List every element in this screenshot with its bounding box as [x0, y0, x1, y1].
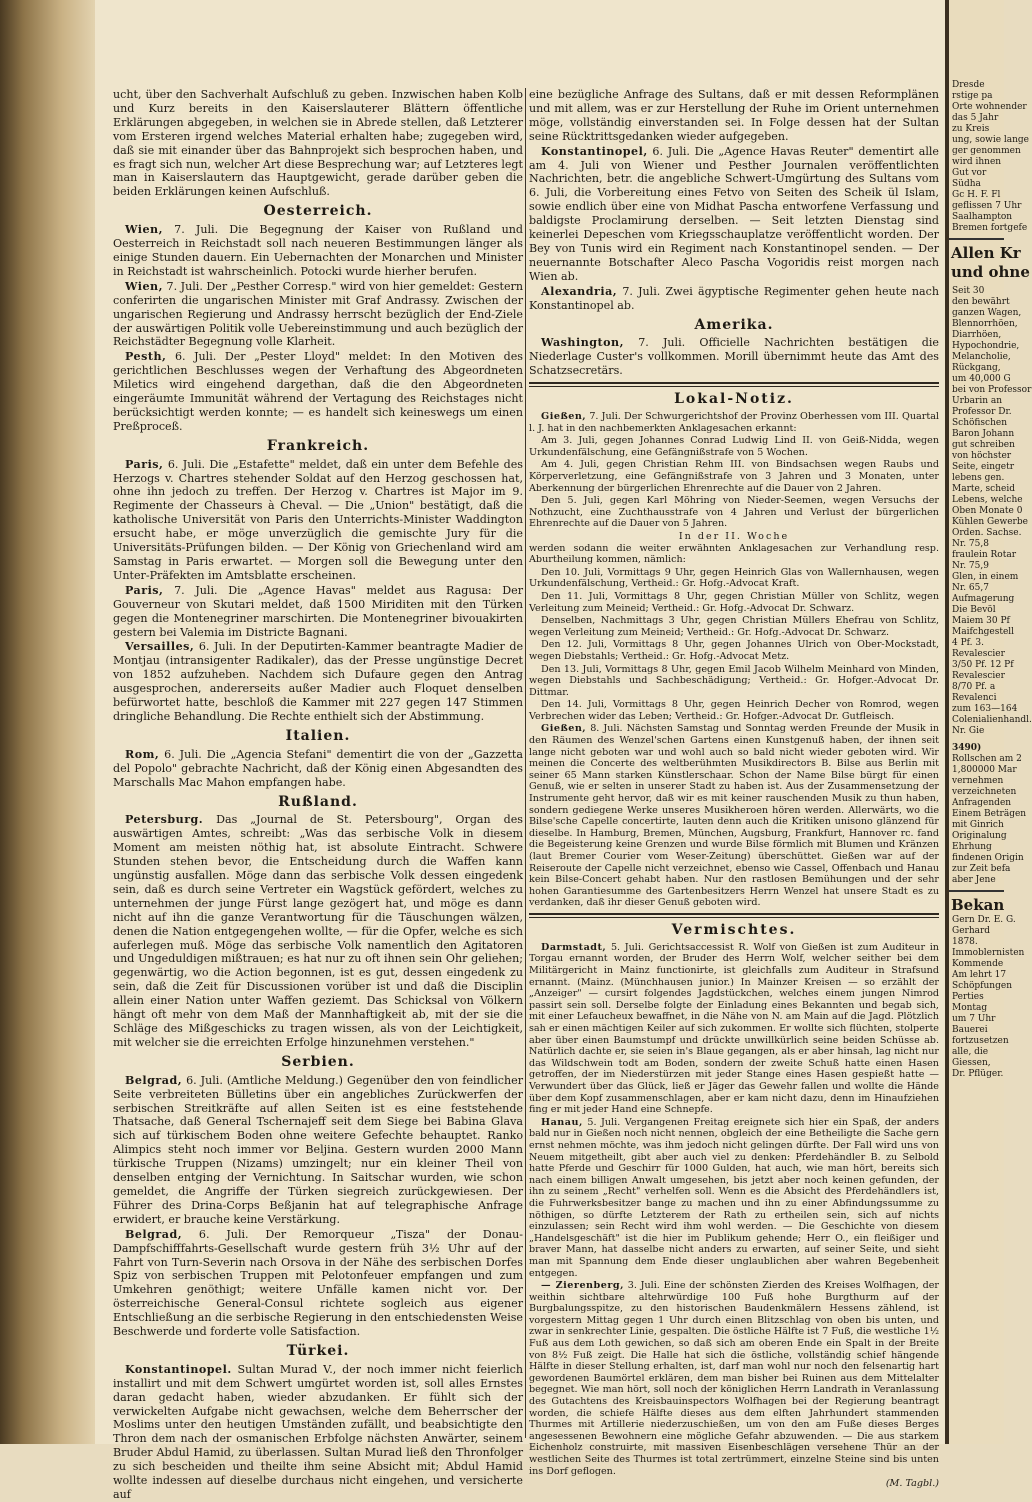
- news-text: 6. Juli. In der Deputirten-Kammer beantragte Madier de Montjau (intransigenter Radikaler), das der Presse ungünstige Decret von 1852 aufzuheben. Nachdem sich Dufaure gegen den Antrag ausgesprochen, andererseits außer Madier auch Floquet denselben befürwortet hatte, beschloß die Kammer mit 227 gegen 147 Stimmen dringliche Behandlung. Die Rechte enthielt sich der Abstimmung.: [113, 640, 524, 723]
- newspaper-page: [95, 0, 945, 1501]
- adjacent-page-line: Perties: [952, 992, 984, 1002]
- section-heading-italien: Italien.: [285, 727, 351, 744]
- news-text: Sultan Murad V., der noch immer nicht feierlich installirt und mit dem Schwert umgürtet worden ist, soll alles Ernstes daran gedacht haben, wieder abzudanken. Er fühlt sich der verwickelten Aufgabe nicht gewachsen, welche dem Beherrscher der Moslims unter den heutigen Umständen zufällt, und beabsichtigte den Thron dem nach der osmanischen Erbfolge nächsten Anwärter, seinem Bruder Abdul Hamid, zu überlassen. Sultan Murad ließ den Thronfolger zu sich bescheiden und theilte ihm seine Absicht mit; Abdul Hamid wollte indessen auf dieselbe durchaus nicht eingehen, und versicherte auf: [113, 1362, 523, 1501]
- adjacent-page-line: Blennorrhöen,: [952, 319, 1018, 329]
- adjacent-page-line: Rollschen am 2: [952, 754, 1022, 764]
- adjacent-page-line: alle, die: [952, 1047, 989, 1057]
- news-text: 6. Juli. (Amtliche Meldung.) Gegenüber den von feindlicher Seite verbreiteten Bülletins über ein angebliches Zurückwerfen der serbischen Streitkräfte auf allen Seiten ist es eine feststehende Thatsache, daß General Tschernajeff seit dem Siege bei Babina Glava sich auf türkischem Boden ohne weitere Gefechte behauptet. Ranko Alimpics steht noch immer vor Beljina. Gestern wurden 2000 Mann türkische Truppen (Nizams) umzingelt; nur ein kleiner Theil von denselben entging der Vernichtung. In Saitschar wurden, wie schon gemeldet, die Angriffe der Türken siegreich zurückgewiesen. Der Führer des Drina-Corps Beßjanin hat auf telegraphische Anfrage erwidert, er brauche keine Verstärkung.: [113, 1073, 524, 1226]
- adjacent-page-line: Melancholie,: [952, 352, 1011, 362]
- news-text: 8. Juli. Nächsten Samstag und Sonntag werden Freunde der Musik in den Räumen des Wenzel'schen Gartens einen Kunstgenuß haben, der ihnen seit lange nicht geboten war und wohl auch so bald nicht wieder geboten wird. Wir meinen die Concerte des weltberühmten Musikdirectors B. Bilse aus Berlin mit seiner 65 Mann starken Künstlerschaar. Schon der Name Bilse bürgt für einen Genuß, wie er selten in unserer Stadt zu haben ist. Aus der Zusammensetzung der Instrumente geht hervor, daß wir es mit keiner rauschenden Musik zu thun haben, sondern gediegene Werke unseres Musikheroen hören werden. Allerwärts, wo die Bilse'sche Capelle concertirte, lauten denn auch die Kritiken unisono glänzend für dieselbe. In Hamburg, Bremen, München, Augsburg, Frankfurt, Hannover rc. fand die Begeisterung keine Grenzen und wurde Bilse förmlich mit Blumen und Kränzen (laut Bremer Courier vom Weser-Zeitung) überschüttet. Gießen war auf der Reiseroute der Capelle nicht verzeichnet, ebenso wie Cassel, Offenbach und Hanau kein Bilse-Concert gehabt haben. Nur den rastlosen Bemühungen und der sehr hohen Garantiesumme des Gartenbesitzers Herrn Wenzel hat unsere Stadt es zu verdanken, daß ihr dieser Genuß geboten wird.: [529, 723, 940, 909]
- adjacent-page-lines-bottom: [949, 915, 1025, 1080]
- adjacent-page-line: findenen Origin: [952, 853, 1024, 863]
- adjacent-page-line: 8/70 Pf. a: [952, 682, 996, 692]
- adjacent-page-line: ger genommen: [952, 146, 1021, 156]
- dateline: Wien,: [125, 279, 163, 293]
- adjacent-page-line: Am lehrt 17: [952, 970, 1007, 980]
- dateline: Belgrad,: [125, 1073, 183, 1087]
- adjacent-page-line: Immoblernisten: [952, 948, 1025, 958]
- news-text: 3. Juli. Eine der schönsten Zierden des Kreises Wolfhagen, der weithin sichtbare altehrwürdige 100 Fuß hohe Burgthurm auf der Burgbalungsspitze, zu den historischen Baudenkmälern Hessens zählend, ist vorgestern Mittag gegen 1 Uhr durch einen Blitzschlag von oben bis unten, und zwar in senkrechter Linie, gespalten. Die östliche Hälfte ist 7 Fuß, die westliche 1½ Fuß aus dem Loth gewichen, so daß sich am oberen Ende ein Spalt in der Breite von 8½ Fuß zeigt. Die Halle hat sich die östliche, vollständig schief hängende Hälfte in dieser Stellung erhalten, ist, darf man wohl nur noch den felsenartig hart gewordenen Baumörtel erklären, dem man bisher bei Ruinen aus dem Mittelalter begegnet. Wie man hört, soll noch der königlichen Herrn Landrath in Veranlassung des Gutachtens des Kreisbauinspectors Wolfhagen bei der Regierung beantragt worden, die schiefe Hälfte dieses aus dem elften Jahrhundert stammenden Thurmes mit Artillerie niederzuschießen, um von den am Fuße dieses Berges angesessenen Bewohnern eine mögliche Gefahr abzuwenden. — Die aus starkem Eichenholz construirte, mit massiven Eisenbeschlägen versehene Thür an der westlichen Seite des Thurmes ist total zertrümmert, einzelne Steine sind bis unten ins Dorf geflogen.: [529, 1280, 940, 1477]
- adjacent-page-line: Revalescier: [952, 671, 1005, 681]
- adjacent-page-line: Montag: [952, 1003, 988, 1013]
- adjacent-page-line: Dr. Pflüger.: [952, 1069, 1004, 1079]
- adjacent-page-line: Nr. 75,8: [952, 539, 989, 549]
- adjacent-page-line: Orden. Sachse.: [952, 528, 1022, 538]
- adjacent-page-line: Orte wohnender: [952, 102, 1027, 112]
- adjacent-page-line: aber Jene: [952, 875, 996, 885]
- news-text: 7. Juli. Der „Pesther Corresp." wird von hier gemeldet: Gestern conferirten die ungarischen Minister mit Graf Andrassy. Zwischen der ungarischen Regierung und Andrassy herrscht bezüglich der End-Ziele der auswärtigen Politik volle Uebereinstimmung und auch bezüglich der Reichstädter Begegnung volle Klarheit.: [113, 279, 524, 349]
- news-text: 6. Juli. Die „Agencia Stefani" dementirt die von der „Gazzetta del Popolo" gebrachte Nachricht, daß der König einen Abgesandten des Marschalls Mac Mahon empfangen habe.: [113, 747, 524, 789]
- news-item: [529, 411, 939, 434]
- news-text: 6. Juli. Der Remorqueur „Tisza" der Donau-Dampfschifffahrts-Gesellschaft wurde gestern früh 3½ Uhr auf der Fahrt von Turn-Severin nach Orsova in der Nähe des serbischen Dorfes Spiz von serbischen Truppen mit Pelotonfeuer empfangen und zum Umkehren genöthigt; weitere Unfälle kamen nicht vor. Der österreichische General-Consul richtete sogleich aus eigener Entschließung an die serbische Regierung in den entschiedensten Weise Beschwerde und forderte volle Satisfaction.: [113, 1227, 523, 1339]
- section-rule: [529, 382, 939, 387]
- adjacent-page-line: Nr. 65,7: [952, 583, 989, 593]
- adjacent-page-line: Seit 30: [952, 286, 985, 296]
- adjacent-page-line: Giessen,: [952, 1058, 991, 1068]
- adjacent-page-line: Maifchgestell: [952, 627, 1015, 637]
- adjacent-page-line: lebens gen.: [952, 473, 1005, 483]
- adjacent-page-line: den bewährt: [952, 297, 1010, 307]
- news-text: 7. Juli. Officielle Nachrichten bestätigen die Niederlage Custer's vollkommen. Morill übernimmt heute das Amt des Schatzsecretärs.: [529, 336, 939, 378]
- adjacent-page-line: Die Bevöl: [952, 605, 996, 615]
- adjacent-page-lines-low: [949, 754, 1027, 886]
- column-divider: [525, 88, 526, 1438]
- adjacent-page-line: zum 163—164: [952, 704, 1018, 714]
- news-item: [113, 280, 523, 350]
- dateline: Pesth,: [125, 350, 167, 364]
- dateline: Wien,: [125, 223, 163, 237]
- adjacent-page-line: vernehmen: [952, 776, 1004, 786]
- adjacent-page-line: Revalenci: [952, 693, 997, 703]
- news-item: [529, 1280, 939, 1477]
- dateline: Konstantinopel.: [125, 1362, 232, 1376]
- adjacent-page-line: 4 Pf. 3.: [952, 638, 984, 648]
- news-item: [113, 350, 523, 433]
- adjacent-ad-heading: und ohne: [951, 263, 1030, 281]
- news-text: Das „Journal de St. Petersbourg", Organ des auswärtigen Amtes, schreibt: „Was das serbische Volk in diesem Moment am meisten nöthig hat, ist absolute Eintracht. Schwere Stunden stehen bevor, die Entscheidung durch die Waffen kann ungünstig ausfallen. Möge dann das serbische Volk dessen eingedenk sein, daß es durch seine Vertreter ein Wagstück gefördert, welches zu unternehmen der junge Fürst lange gezögert hat, und möge es dann nicht auf ihn die ganze Verantwortung für die Täuschungen wälzen, denen die Nation entgegengehen wollte, — für die Opfer, welche es sich auferlegen muß. Möge das serbische Volk namentlich den Agitatoren und Ungeduldigen mißtrauen; es hat nur zu oft ihnen sein Ohr geliehen; gegenwärtig, wo die Action begonnen, ist es gut, dessen eingedenk zu sein, daß die Zeit für Discussionen vorüber ist und daß die Disciplin allein einer Nation unter Waffen geziemt. Das Schicksal von Völkern hängt oft mehr von dem Maß der Mannhaftigkeit ab, mit der sie die Schläge des Mißgeschicks zu tragen wissen, als von der Leichtigkeit, mit welcher sie die erreichten Erfolge hinzunehmen verstehen.": [113, 813, 523, 1049]
- adjacent-page-line: Baron Johann: [952, 429, 1015, 439]
- news-item: [529, 723, 939, 909]
- dateline: Paris,: [125, 583, 164, 597]
- news-item: [113, 1074, 523, 1227]
- adjacent-page-lines-mid: [949, 286, 1032, 737]
- adjacent-page-line: Professor Dr.: [952, 407, 1012, 417]
- dateline: Konstantinopel,: [541, 144, 648, 158]
- court-entry: Denselben, Nachmittags 3 Uhr, gegen Christian Müllers Ehefrau von Schlitz, wegen Verleitung zum Meineid; Vertheid.: Gr. Hofg.-Advocat Dr. Schwarz.: [529, 615, 939, 638]
- adjacent-page-line: Einem Beträgen: [952, 809, 1027, 819]
- news-item: [529, 942, 939, 1116]
- adjacent-page-line: Lebens, welche: [952, 495, 1023, 505]
- adjacent-page-line: verzeichneten: [952, 787, 1017, 797]
- adjacent-page-line: Bremen fortgefe: [952, 223, 1028, 233]
- adjacent-page-line: 1,800000 Mar: [952, 765, 1017, 775]
- news-text: 6. Juli. Der „Pester Lloyd" meldet: In den Motiven des gerichtlichen Beschlusses wegen der Verhaftung des Abgeordneten Miletics wird eingehend dargethan, daß die den Abgeordneten eingeräumte Immunität während der Vertagung des Reichstages nicht berücksichtigt werden konnte; — es handelt sich keineswegs um einen Preßproceß.: [113, 350, 523, 433]
- adjacent-page-line: Bauerei: [952, 1025, 988, 1035]
- news-item: [529, 1117, 939, 1279]
- adjacent-page-line: 3/50 Pf. 12 Pf: [952, 660, 1014, 670]
- misc-news-block: [529, 942, 939, 1490]
- news-item: [113, 813, 523, 1049]
- dateline: — Zierenberg,: [541, 1280, 624, 1292]
- news-item: [113, 223, 523, 279]
- section-heading-vermischtes: Vermischtes.: [671, 921, 797, 938]
- news-text: 6. Juli. Die „Estafette" meldet, daß ein unter dem Befehle des Herzogs v. Chartres stehender Soldat auf den Herzog geschossen hat, ohne ihn jedoch zu treffen. Der Herzog v. Chartres ist Major im 9. Regimente der Chasseurs à Cheval. — Die „Union" bestätigt, daß die katholische Universität von Paris den Unterrichts-Minister Waddington ersucht habe, er möge unverzüglich die gemischte Jury für die Universitäts-Prüfungen bilden. — Der König von Griechenland wird am Samstag in Paris erwartet. — Morgen soll die Bewegung unter den Unter-Präfekten im Amtsblatte erscheinen.: [113, 457, 523, 582]
- dateline: Darmstadt,: [541, 941, 607, 953]
- news-text: 5. Juli. Gerichtsaccessist R. Wolf von Gießen ist zum Auditeur in Torgau ernannt worden, der Bruder des Herrn Wolf, welcher seither bei dem Militärgericht in Mainz functionirte, ist gleichfalls zum Auditeur in Strafsund ernannt. (Mainz. (Münchhausen junior.) In Mainzer Kreisen — so erzählt der „Anzeiger" — cursirt folgendes Jagdstückchen, welches einem jungen Nimrod passirt sein soll. Derselbe folgte der Einladung eines Bekannten und begab sich, mit einer Lefaucheux bewaffnet, in die Nähe von N. am Main auf die Jagd. Plötzlich sah er einen mächtigen Keiler auf sich zukommen. Er wollte sich flüchten, stolperte aber über einen Baumstumpf und drückte unwillkürlich seine beiden Schüsse ab. Natürlich dachte er, sie seien in's Blaue gegangen, als er aber hinsah, lag nicht nur das Wildschwein todt am Boden, sondern der zweite Schuß hatte einen Hasen getroffen, der im Niederstürzen mit jeder Stange eines Hasen gespießt hatte — Verwundert über das Glück, ließ er Jäger das Gewehr fallen und wollte die Hände über dem Kopf zusammenschlagen, aber er kam nicht dazu, denn im Hinaufziehen fing er mit jeder Hand eine Schnepfe.: [529, 941, 939, 1116]
- court-entry: Den 14. Juli, Vormittags 8 Uhr, gegen Heinrich Decher von Romrod, wegen Verbrechen wider das Leben; Vertheid.: Gr. Hofger.-Advocat Dr. Gutfleisch.: [529, 699, 939, 722]
- source-attribution: (M. Tagbl.): [885, 1478, 939, 1490]
- adjacent-number: 3490): [952, 743, 982, 753]
- adjacent-page-line: Nr. Gie: [952, 726, 985, 736]
- dateline: Alexandria,: [541, 284, 618, 298]
- adjacent-page-line: Seite, eingetr: [952, 462, 1015, 472]
- week-intro: werden sodann die weiter erwähnten Anklagesachen zur Verhandlung resp. Aburtheilung kommen, nämlich:: [529, 542, 939, 566]
- dateline: Washington,: [541, 336, 624, 350]
- adjacent-page-line: rstige pa: [952, 91, 993, 101]
- adjacent-page-line: Saalhampton: [952, 212, 1013, 222]
- section-heading-amerika: Amerika.: [694, 316, 774, 333]
- local-news-block: [529, 411, 939, 909]
- adjacent-page-line: um 7 Uhr: [952, 1014, 996, 1024]
- court-entry: Am 3. Juli, gegen Johannes Conrad Ludwig Lind II. von Geiß-Nidda, wegen Urkundenfälschung, eine Gefängnißstrafe von 5 Wochen.: [529, 435, 939, 458]
- adjacent-page-line: fortzusetzen: [952, 1036, 1009, 1046]
- adjacent-page-line: Schöfischen: [952, 418, 1008, 428]
- news-item: [113, 1228, 523, 1339]
- dateline: Hanau,: [541, 1116, 583, 1128]
- court-entry: Den 13. Juli, Vormittags 8 Uhr, gegen Emil Jacob Wilhelm Meinhard von Minden, wegen Diebstahls und Sachbeschädigung; Vertheid.: Gr. Hofger.-Advocat Dr. Dittmar.: [529, 663, 939, 698]
- adjacent-page-line: Maiem 30 Pf: [952, 616, 1010, 626]
- adjacent-page-line: Hypochondrie,: [952, 341, 1020, 351]
- court-entry: Am 4. Juli, gegen Christian Rehm III. von Bindsachsen wegen Raubs und Körperverletzung, eine Gefängnißstrafe von 3 Jahren und 3 Monaten, unter Aberkennung der bürgerlichen Ehrenrechte auf die Dauer von 2 Jahren.: [529, 459, 939, 494]
- section-rule: [529, 913, 939, 918]
- adjacent-page-edge: [945, 0, 1032, 1444]
- dateline: Paris,: [125, 457, 164, 471]
- adjacent-page-line: Aufmagerung: [952, 594, 1015, 604]
- adjacent-page-line: mit Ginrich: [952, 820, 1004, 830]
- adjacent-page-rule: [949, 238, 1004, 240]
- adjacent-ad-heading: Allen Kr: [951, 244, 1021, 262]
- news-text: 7. Juli. Zwei ägyptische Regimenter gehen heute nach Konstantinopel ab.: [529, 284, 940, 312]
- news-item: [113, 584, 523, 640]
- court-entry: Den 5. Juli, gegen Karl Möhring von Nieder-Seemen, wegen Versuchs der Nothzucht, eine Zuchthausstrafe von 4 Jahren und Verlust der bürgerlichen Ehrenrechte auf die Dauer von 5 Jahren.: [529, 495, 939, 530]
- dateline: Petersburg.: [125, 813, 204, 827]
- adjacent-page-line: Gerhard: [952, 926, 991, 936]
- adjacent-page-lines-top: [949, 0, 1030, 234]
- section-heading-tuerkei: Türkei.: [286, 1342, 350, 1359]
- dateline: Gießen,: [541, 411, 587, 423]
- news-text: 7. Juli. Der Schwurgerichtshof der Provinz Oberhessen vom III. Quartal l. J. hat in den nachbemerkten Anklagesachen erkannt:: [529, 411, 939, 434]
- adjacent-page-line: Kommende: [952, 959, 1004, 969]
- adjacent-page-line: von höchster: [952, 451, 1012, 461]
- adjacent-page-line: Ehrhung: [952, 842, 992, 852]
- book-binding-gutter: [0, 0, 95, 1444]
- adjacent-page-line: fraulein Rotar: [952, 550, 1017, 560]
- adjacent-page-line: Oben Monate 0: [952, 506, 1023, 516]
- dateline: Belgrad,: [125, 1227, 183, 1241]
- adjacent-page-line: Revalescier: [952, 649, 1005, 659]
- adjacent-page-line: Anfragenden: [952, 798, 1012, 808]
- adjacent-page-line: Colenialienhandl.: [952, 715, 1032, 725]
- left-column: [113, 88, 524, 1501]
- news-item: [113, 640, 523, 723]
- adjacent-page-line: bei von Professor: [952, 385, 1032, 395]
- dateline: Versailles,: [125, 640, 195, 654]
- news-text: 7. Juli. Die „Agence Havas" meldet aus Ragusa: Der Gouverneur von Skutari meldet, daß 1500 Miriditen mit den Türken gegen die Montenegriner marschirten. Die Montenegriner bivouakirten gestern bei Valemia im Districte Bagnani.: [113, 583, 523, 639]
- adjacent-page-line: Schöpfungen: [952, 981, 1012, 991]
- section-heading-serbien: Serbien.: [281, 1053, 355, 1070]
- news-text: 6. Juli. Die „Agence Havas Reuter" dementirt alle am 4. Juli von Wiener und Pesther Journalen veröffentlichten Nachrichten, betr. die angebliche Schwert-Umgürtung des Sultans vom 6. Juli, die Vorbereitung eines Fetvo von Seiten des Scheik ül Islam, sowie endlich über eine von Midhat Pascha entworfene Verfassung und baldigste Proclamirung derselben. — Seit letzten Dienstag sind keinerlei Depeschen vom Kriegsschauplatze veröffentlicht worden. Der Bey von Tunis wird ein Regiment nach Konstantinopel senden. — Der neuernannte Botschafter Aleco Pascha Vogoridis reist morgen nach Wien ab.: [529, 144, 939, 283]
- news-item: [529, 336, 939, 378]
- adjacent-page-line: Gern Dr. E. G.: [952, 915, 1016, 925]
- adjacent-page-line: das 5 Jahr: [952, 113, 999, 123]
- adjacent-page-line: ung, sowie lange: [952, 135, 1030, 145]
- section-heading-frankreich: Frankreich.: [266, 437, 370, 454]
- adjacent-page-line: Glen, in einem: [952, 572, 1019, 582]
- adjacent-page-line: Urbarin an: [952, 396, 1003, 406]
- dateline: Gießen,: [541, 723, 587, 735]
- news-item: [113, 1363, 523, 1502]
- adjacent-page-line: geflissen 7 Uhr: [952, 201, 1022, 211]
- court-entry: Den 11. Juli, Vormittags 8 Uhr, gegen Christian Müller von Schlitz, wegen Verleitung zum Meineid; Vertheid.: Gr. Hofg.-Advocat Dr. Schwarz.: [529, 590, 939, 614]
- news-item: [529, 285, 939, 313]
- intro-paragraph: ucht, über den Sachverhalt Aufschluß zu geben. Inzwischen haben Kolb und Kurz bereits in den Kaiserslauterer Blättern öffentliche Erklärungen abgegeben, in welchen sie in Abrede stellen, daß Letzterer vom Ersteren irgend welches Material erhalten habe; zugegeben wird, daß sie mit einander über das Bahnprojekt sich besprochen haben, und es fragt sich nun, welcher Art diese Besprechung war; auf Letzteres legt man in Kaiserslautern das Hauptgewicht, gerade darüber geben die beiden Erklärungen keinen Aufschluß.: [113, 88, 523, 199]
- section-heading-oesterreich: Oesterreich.: [263, 203, 373, 220]
- adjacent-page-line: 1878.: [952, 937, 978, 947]
- section-heading-lokal: Lokal-Notiz.: [674, 391, 794, 408]
- adjacent-page-line: Rückgang,: [952, 363, 1001, 373]
- adjacent-page-line: Gc H. F. Fl: [952, 190, 1001, 200]
- adjacent-page-line: Südha: [952, 179, 981, 189]
- adjacent-page-line: Dresde: [952, 80, 985, 90]
- adjacent-page-line: Originalung: [952, 831, 1007, 841]
- adjacent-page-line: Nr. 75,9: [952, 561, 989, 571]
- adjacent-page-line: Marte, scheid: [952, 484, 1015, 494]
- news-item: [529, 145, 939, 284]
- adjacent-ad-heading: Bekan: [951, 896, 1005, 914]
- news-text: 7. Juli. Die Begegnung der Kaiser von Rußland und Oesterreich in Reichstadt soll nach neueren Bestimmungen länger als einige Stunden dauern. Ein Uebernachten der Monarchen und Minister in Reichstadt ist wahrscheinlich. Potocki wurde hierher berufen.: [113, 223, 524, 278]
- right-column: [529, 88, 940, 1490]
- adjacent-page-line: Kühlen Gewerbe: [952, 517, 1028, 527]
- adjacent-page-line: zu Kreis: [952, 124, 990, 134]
- adjacent-page-line: um 40,000 G: [952, 374, 1011, 384]
- adjacent-page-line: zur Zeit befa: [952, 864, 1011, 874]
- court-entry: Den 12. Juli, Vormittags 8 Uhr, gegen Johannes Ulrich von Ober-Mockstadt, wegen Diebstahls; Vertheid.: Gr. Hofg.-Advocat Metz.: [529, 639, 939, 662]
- adjacent-page-line: ganzen Wagen,: [952, 308, 1022, 318]
- news-item: [113, 748, 523, 790]
- news-text: 5. Juli. Vergangenen Freitag ereignete sich hier ein Spaß, der anders bald nur in Gießen noch nicht nennen, obgleich der eine Betheiligte die Sache gern ernst nehmen möchte, was ihm jedoch nicht gelingen dürfte. Der Fall wird uns von Neuem mitgetheilt, gibt aber auch viel zu denken: Pferdehändler B. zu Selbold hatte Pferde und Geschirr für 1000 Gulden, hat auch, wie man hört, bereits sich nach einem billigen Anwalt umgesehen, bis jetzt aber noch keinen gefunden, der ihn zu seinem „Recht" verhelfen soll. Wenn es die Absicht des Pferdehändlers ist, die Fuhrwerksbesitzer bange zu machen und ihn zu einer Abfindungssumme zu nöthigen, so dürfte Letzterem der Rath zu ertheilen sein, sich auf nichts einzulassen; sein Recht wird ihm wohl werden. — Die Geschichte von diesem „Handelsgeschäft" ist die hier im Publikum gehende; Herr O., ein fleißiger und braver Mann, hat dasselbe nicht anders zu erwarten, auf seiner Seite, und sieht man mit Spannung dem Ende dieser unglaublichen aber wahren Begebenheit entgegen.: [529, 1116, 939, 1279]
- court-entry: Den 10. Juli, Vormittags 9 Uhr, gegen Heinrich Glas von Wallernhausen, wegen Urkundenfälschung, Vertheid.: Gr. Hofg.-Advocat Kraft.: [529, 566, 939, 590]
- continued-paragraph: eine bezügliche Anfrage des Sultans, daß er mit dessen Reformplänen und mit allem, was er zur Herstellung der Ruhe im Orient unternehmen möge, vollständig einverstanden sei. In Folge dessen hat der Sultan seine Rücktrittsgedanken wieder aufgegeben.: [529, 88, 939, 143]
- adjacent-page-line: gut schreiben: [952, 440, 1015, 450]
- adjacent-page-line: Gut vor: [952, 168, 987, 178]
- section-heading-russland: Rußland.: [278, 793, 358, 810]
- adjacent-page-line: wird ihnen: [952, 157, 1002, 167]
- adjacent-page-rule: [949, 890, 1004, 892]
- dateline: Rom,: [125, 747, 160, 761]
- adjacent-page-line: Diarrhöen,: [952, 330, 1002, 340]
- news-item: [113, 458, 523, 583]
- week-heading: In der II. Woche: [678, 530, 790, 542]
